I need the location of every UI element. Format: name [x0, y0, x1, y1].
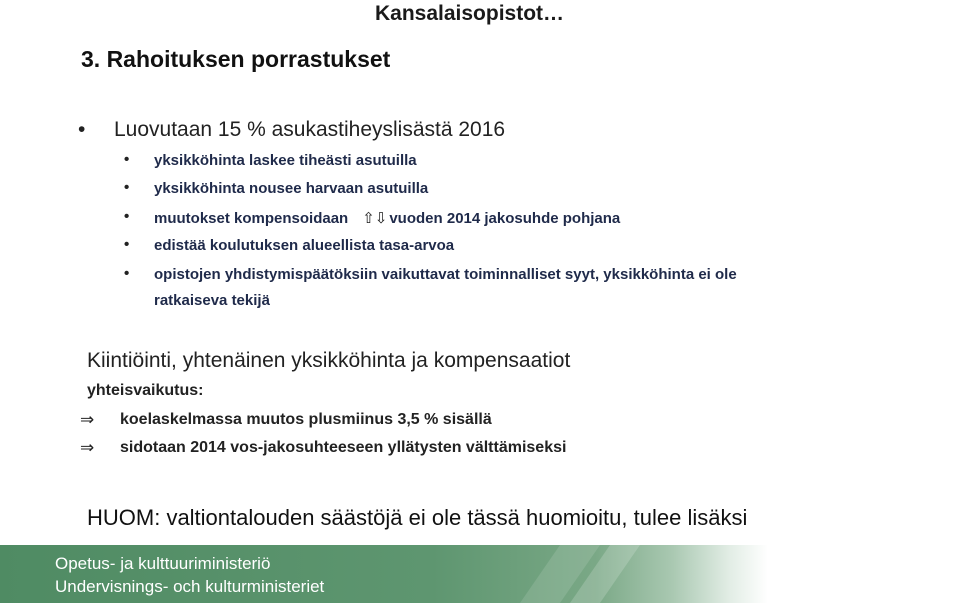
sub-bullet-text: yksikköhinta laskee tiheästi asutuilla — [154, 152, 417, 169]
note-text: HUOM: valtiontalouden säästöjä ei ole tässä huomioitu, tulee lisäksi — [87, 505, 748, 530]
sub-bullet-5-continuation: ratkaiseva tekijä — [154, 292, 270, 309]
bullet-icon: • — [124, 179, 130, 196]
header-title: Kansalaisopistot… — [375, 2, 565, 25]
sub-bullet-text: edistää koulutuksen alueellista tasa-arvoa — [154, 237, 455, 254]
up-down-arrows-icon: ⇧⇩ — [362, 210, 388, 227]
bullet-icon: • — [124, 151, 130, 168]
sub-bullet-3-head: muutokset kompensoidaan — [154, 210, 349, 227]
footer-banner — [0, 545, 960, 603]
bullet-icon: • — [78, 118, 86, 141]
implies-arrow-icon: ⇒ — [80, 438, 95, 457]
sub-bullet-text: yksikköhinta nousee harvaan asutuilla — [154, 180, 429, 197]
bullet-icon: • — [124, 236, 130, 253]
implies-arrow-icon: ⇒ — [80, 410, 95, 429]
footer-ministry-fi: Opetus- ja kulttuuriministeriö — [55, 554, 271, 573]
sub-bullet-text — [154, 209, 620, 227]
quota-label: yhteisvaikutus: — [87, 382, 204, 399]
footer-ministry-sv: Undervisnings- och kulturministeriet — [55, 577, 325, 596]
main-bullet-text: Luovutaan 15 % asukastiheyslisästä 2016 — [114, 118, 506, 141]
quota-heading: Kiintiöinti, yhtenäinen yksikköhinta ja kompensaatiot — [87, 349, 571, 372]
bullet-icon: • — [124, 208, 130, 225]
implication-text: koelaskelmassa muutos plusmiinus 3,5 % sisällä — [120, 411, 492, 428]
sub-bullet-3-tail: vuoden 2014 jakosuhde pohjana — [389, 210, 621, 227]
sub-bullet-text: opistojen yhdistymispäätöksiin vaikuttavat toiminnalliset syyt, yksikköhinta ei ole — [154, 266, 737, 283]
implication-text: sidotaan 2014 vos-jakosuhteeseen yllätysten välttämiseksi — [120, 439, 567, 456]
bullet-icon: • — [124, 265, 130, 282]
section-title: 3. Rahoituksen porrastukset — [81, 46, 391, 72]
